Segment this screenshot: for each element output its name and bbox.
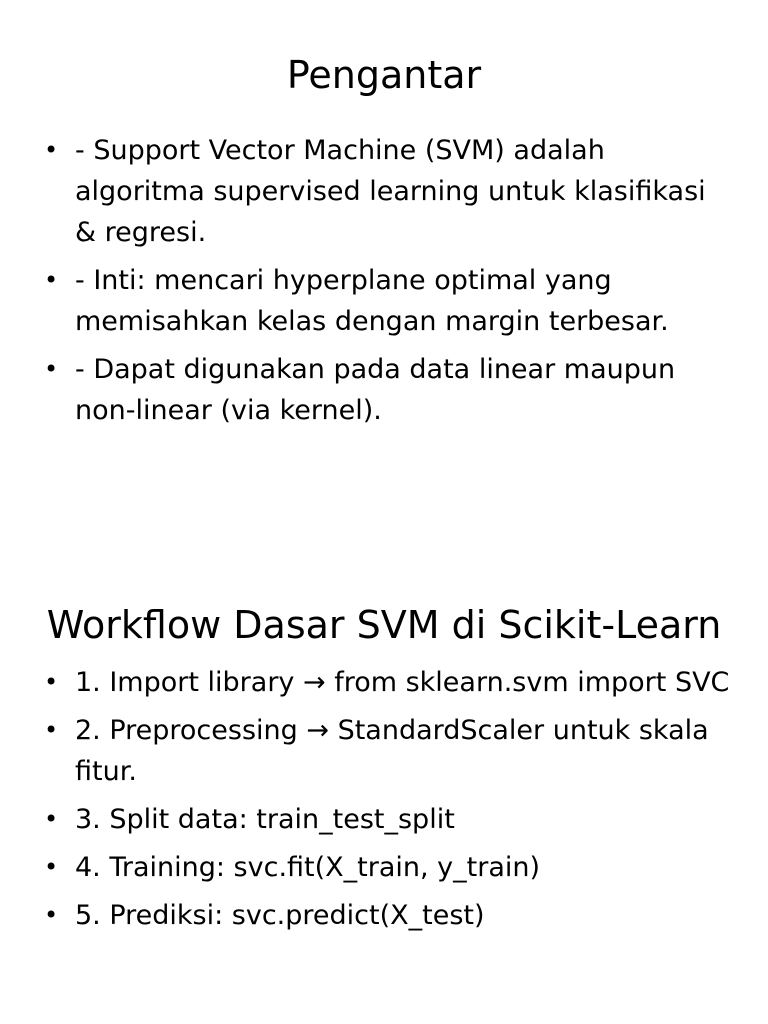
bullet-item [0,847,768,888]
bullet-text: 4. Training: svc.fit(X_train, y_train) [75,852,541,883]
slide-pengantar [0,48,768,438]
bullet-text: - Inti: mencari hyperplane optimal yang memisahkan kelas dengan margin terbesar. [75,265,669,337]
slide-workflow [0,598,768,943]
bullet-icon: • [44,266,59,294]
bullet-text: - Support Vector Machine (SVM) adalah algoritma supervised learning untuk klasifikasi & regresi. [75,135,706,248]
bullet-icon: • [44,716,59,744]
bullet-icon: • [44,668,59,696]
bullet-text: - Dapat digunakan pada data linear maupun non-linear (via kernel). [75,354,676,426]
bullet-item [0,895,768,936]
slide-title: Pengantar [286,53,482,97]
bullet-item [0,130,768,253]
bullet-item [0,799,768,840]
bullet-icon: • [44,355,59,383]
bullet-text: 2. Preprocessing → StandardScaler untuk skala fitur. [75,715,709,787]
bullet-text: 5. Prediksi: svc.predict(X_test) [75,900,485,931]
slide-title: Workflow Dasar SVM di Scikit-Learn [46,603,722,647]
bullet-icon: • [44,853,59,881]
bullet-list [0,662,768,936]
bullet-item [0,710,768,792]
bullet-icon: • [44,136,59,164]
bullet-list [0,130,768,431]
bullet-icon: • [44,805,59,833]
bullet-icon: • [44,901,59,929]
bullet-item [0,662,768,703]
bullet-item [0,349,768,431]
bullet-text: 1. Import library → from sklearn.svm import SVC [75,667,730,698]
bullet-item [0,260,768,342]
bullet-text: 3. Split data: train_test_split [75,804,455,835]
